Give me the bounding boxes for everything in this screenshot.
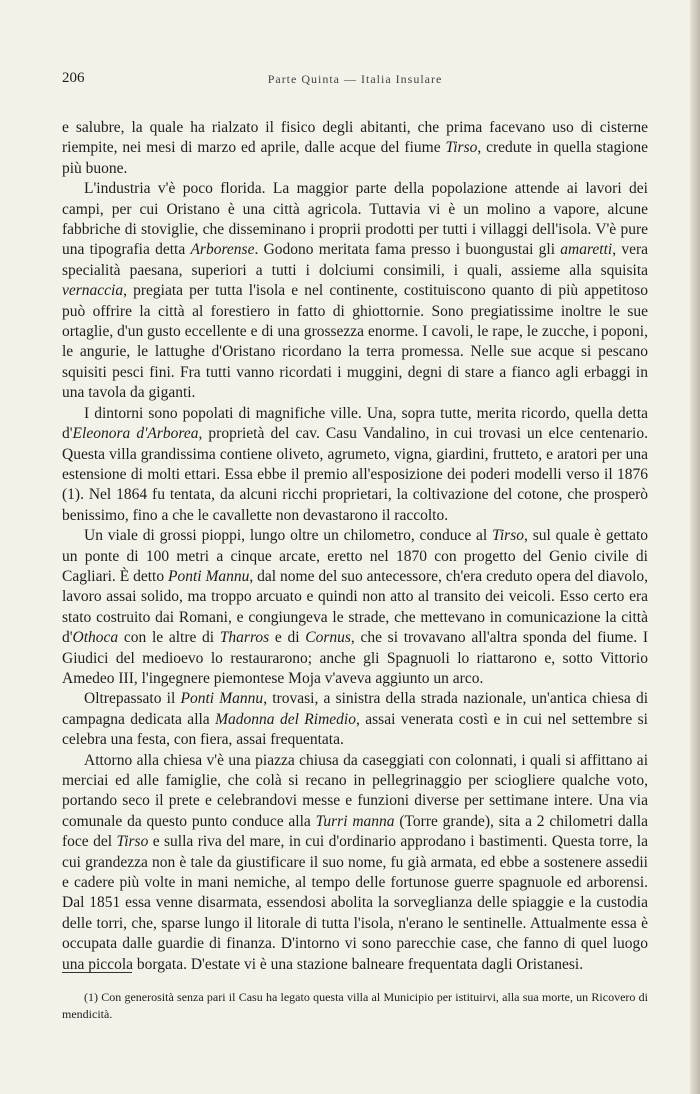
italic-term: Ponti Mannu (180, 690, 264, 708)
italic-term: Madonna del Rimedio (215, 710, 356, 728)
footnote-divider (62, 972, 132, 973)
footnote (62, 989, 648, 1023)
text-run: Oltrepassato il (84, 690, 181, 708)
text-run: . Godono meritata fama presso i buongustai gli (254, 241, 561, 259)
italic-term: Tirso (445, 139, 478, 157)
text-run: (Torre grande), sita a 2 chilometri dalla foce del (62, 812, 648, 851)
text-run: e salubre, la quale ha rialzato il fisico degli abitanti, che prima facevano uso di cisterne riempite, nei mesi di marzo ed aprile, dalle acque del fiume (62, 119, 648, 157)
italic-term: Othoca (72, 629, 119, 647)
italic-term: Ponti Mannu (167, 567, 250, 585)
italic-term: Eleonora d'Arborea (72, 425, 199, 443)
footnote-text: (1) Con generosità senza pari il Casu ha legato questa villa al Municipio per istituirvi, alla sua morte, un Ricovero di mendicità. (62, 990, 648, 1021)
text-run: , vera specialità paesana, superiori a tutti i dolciumi consimili, i quali, assieme alla squisita (62, 241, 648, 279)
italic-term: Arborense (190, 241, 255, 259)
paragraph (62, 526, 648, 689)
paragraph (62, 689, 648, 750)
body-text (62, 118, 648, 975)
text-run: , sul quale è gettato un ponte di 100 metri a cinque arcate, eretto nel 1870 con progetto del Genio civile di Cagliari. È detto (62, 527, 649, 585)
text-run: , proprietà del cav. Casu Vandalino, in cui trovasi un elce centenario. Questa villa grandissima contiene oliveto, agrumeto, vigna, giardini, frutteto, e aratori per una estensione di molti ettari. Essa ebbe il premio all'esposizione dei poderi modelli verso il 1876 (1). Nel 1864 fu tentata, da alcuni ricchi proprietari, la coltivazione del cotone, che prosperò benissimo, fino a che le cavallette non devastarono il raccolto. (62, 425, 648, 524)
text-run: Un viale di grossi pioppi, lungo oltre un chilometro, conduce al (84, 527, 493, 545)
running-title: Parte Quinta — Italia Insulare (267, 72, 443, 86)
text-run: , pregiata per tutta l'isola e nel continente, costituiscono quanto di più appetitoso può offrire la città al forestiero in fatto di ghiottornie. Sono pregiatissime inoltre le sue ortaglie, d'un gusto eccellente e di una grossezza enorme. I cavoli, le rape, le zucche, i poponi, le angurie, le lattughe d'Oristano ricordano la terra promessa. Nelle sue acque si pescano squisiti pesci fini. Fra tutti vanno ricordati i muggini, degni di stare a fianco agli erbaggi in una tavola da giganti. (62, 282, 648, 402)
text-run: , trovasi, a sinistra della strada nazionale, un'antica chiesa di campagna dedicata alla (62, 690, 649, 728)
text-run: e sulla riva del mare, in cui d'ordinario approdano i bastimenti. Questa torre, la cui grandezza non è tale da giustificare il suo nome, fu già armata, ed ebbe a sostenere assedii e cadere più volte in mani nemiche, al tempo delle fortunose guerre spagnuole ed arborensi. Dal 1851 essa venne disarmata, essendosi abolita la sorveglianza delle spiaggie e la custodia delle torri, che, sparse lungo il litorale di tutta l'isola, n'erano le sentinelle. Attualmente essa è occupata dalle guardie di finanza. D'intorno vi sono parecchie case, che fanno di quel luogo una piccola borgata. D'estate vi è una stazione balneare frequentata dagli Oristanesi. (62, 833, 648, 973)
paragraph (62, 118, 648, 179)
italic-term: amaretti (560, 241, 613, 259)
paragraph (62, 179, 648, 403)
paragraph (62, 751, 648, 975)
text-run: con le altre di (118, 629, 220, 647)
page-header (62, 70, 648, 90)
text-run: I dintorni sono popolati di magnifiche ville. Una, sopra tutte, merita ricordo, quella detta d' (62, 404, 648, 443)
text-run: L'industria v'è poco florida. La maggior parte della popolazione attende ai lavori dei campi, per cui Oristano è una città agricola. Tuttavia vi è un molino a vapore, alcune fabbriche di stoviglie, che disseminano i proprii prodotti per tutti i villaggi dell'isola. V'è pure una tipografia detta (62, 180, 648, 259)
page-edge-shadow (690, 0, 700, 1094)
paragraph (62, 404, 648, 526)
italic-term: Tirso (492, 527, 524, 545)
italic-term: Turri manna (315, 812, 395, 830)
text-run: , assai venerata costì e in cui nel settembre si celebra una festa, con fiera, assai frequentata. (62, 710, 648, 749)
text-run: , che si trovavano all'altra sponda del fiume. I Giudici del medioevo lo restaurarono; anche gli Spagnuoli lo riattarono e, sotto Vittorio Amedeo III, l'ingegnere piemontese Moja v'aveva aggiunto un arco. (62, 629, 649, 687)
text-run: Attorno alla chiesa v'è una piazza chiusa da caseggiati con colonnati, i quali si affittano ai merciai ed alle famiglie, che colà si recano in pellegrinaggio per sciogliere qualche voto, portando seco il prete e celebrandovi messe e funzioni diverse per settimane intere. Una via comunale da questo punto conduce alla (62, 751, 648, 830)
text-run: , credute in quella stagione più buone. (62, 139, 648, 177)
italic-term: Cornus (305, 629, 351, 647)
italic-term: Tharros (219, 629, 270, 647)
italic-term: vernaccia (62, 282, 124, 300)
text-run: e di (269, 629, 306, 647)
italic-term: Tirso (116, 833, 149, 851)
page-number: 206 (62, 70, 85, 86)
text-run: , dal nome del suo antecessore, ch'era creduto opera del diavolo, lavoro assai solido, ma troppo arcuato e quindi non atto al transito dei veicoli. Esso certo era stato costruito dai Romani, e congiungeva le strade, che mettevano in comunicazione la città d' (62, 567, 648, 647)
